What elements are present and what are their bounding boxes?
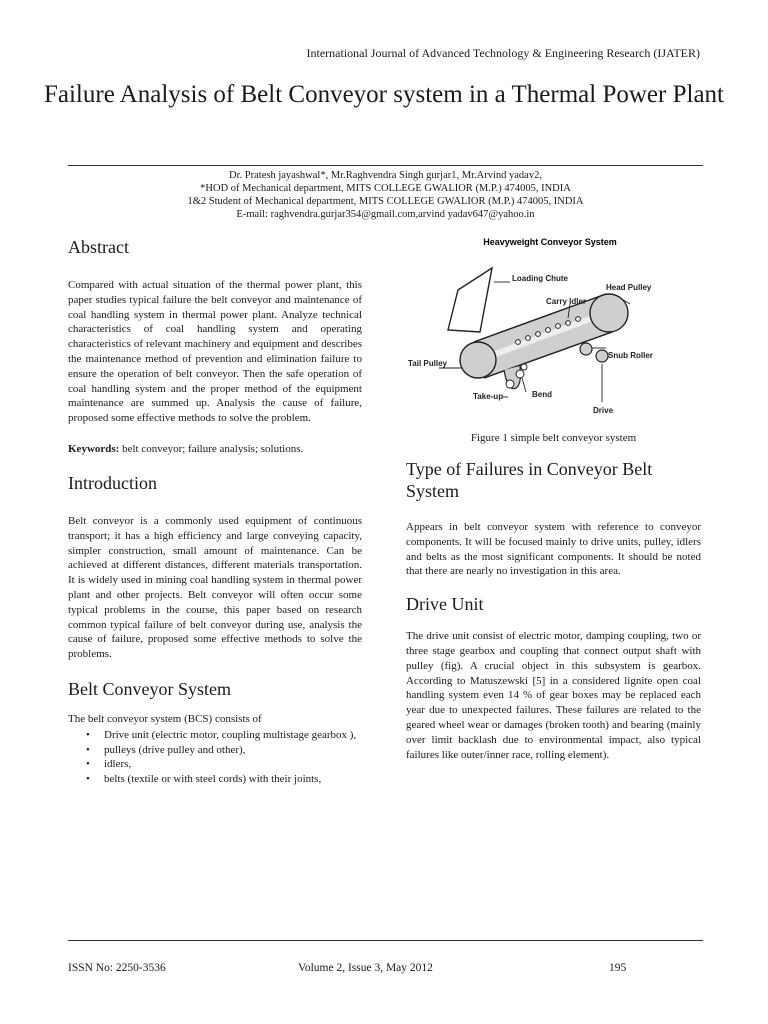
keywords <box>68 442 362 456</box>
label-drive: Drive <box>593 406 614 415</box>
bullet-icon: • <box>86 758 90 771</box>
list-item: • pulleys (drive pulley and other), <box>86 743 246 756</box>
label-loading-chute: Loading Chute <box>512 274 568 283</box>
label-head-pulley: Head Pulley <box>606 283 652 292</box>
figure-title: Heavyweight Conveyor System <box>483 237 617 247</box>
list-item: • idlers, <box>86 758 132 771</box>
label-bend: Bend <box>532 390 552 399</box>
conveyor-diagram <box>406 232 701 428</box>
snub-roller-shape <box>580 343 592 355</box>
abstract-text: Compared with actual situation of the thermal power plant, this paper studies typical failure the belt conveyor and maintenance of coal handling system in thermal power plant. Analyze technical characteristics of coal handling system and operating characteristics of relevant machinery and equipment and describes the maintenance method of prevention and elimination failure to ensure the operation of belt conveyor. Then the safe operation of coal handling system and the proper method of the equipment maintenance are summed up. Analysis the cause of failure, proposed some effective methods to solve the problem. <box>68 279 362 425</box>
failure-types-heading: Type of Failures in Conveyor Belt System <box>406 459 653 501</box>
footer-page-number: 195 <box>609 962 627 974</box>
right-column <box>406 232 701 762</box>
paper-title: Failure Analysis of Belt Conveyor system in a Thermal Power Plant <box>43 81 724 108</box>
abstract-heading: Abstract <box>68 237 129 257</box>
footer-issn: ISSN No: 2250-3536 <box>68 962 166 974</box>
left-column <box>68 236 362 787</box>
keywords-text: belt conveyor; failure analysis; solutions. <box>122 442 304 455</box>
label-snub-roller: Snub Roller <box>608 351 653 360</box>
figure-caption: Figure 1 simple belt conveyor system <box>470 432 637 444</box>
drive-unit-text: The drive unit consist of electric motor, damping coupling, two or three stage gearbox and coupling that connect output shaft with pulley (fig). A crucial object in this subsystem is gearbox. According to Matuszewski [5] in a considered lignite open coal handling system even 14 % of gear boxes may be replaced each year due to unexpected failures. These failures are related to the geared wheel wear or damages (broken tooth) and bearing (mainly over limit backlash due to environmental impact, also typical failures like outer/inner race, rolling element). <box>406 630 701 761</box>
introduction-heading: Introduction <box>68 472 157 493</box>
label-tail-pulley: Tail Pulley <box>408 359 447 368</box>
footer-volume: Volume 2, Issue 3, May 2012 <box>298 962 433 974</box>
list-item: • belts (textile or with steel cords) with their joints, <box>86 773 322 786</box>
author-email: E-mail: raghvendra.gurjar354@gmail.com,arvind yadav647@yahoo.in <box>236 209 535 220</box>
author-affiliation-1: *HOD of Mechanical department, MITS COLLEGE GWALIOR (M.P.) 474005, INDIA <box>200 183 571 194</box>
bcs-list <box>68 728 362 787</box>
bcs-heading: Belt Conveyor System <box>68 678 231 699</box>
label-carry-idler: Carry Idler <box>546 297 587 306</box>
author-block <box>68 169 703 221</box>
loading-chute-shape <box>448 268 492 332</box>
bcs-intro: The belt conveyor system (BCS) consists of <box>68 712 262 725</box>
list-item: • Drive unit (electric motor, coupling multistage gearbox ), <box>86 728 357 741</box>
bullet-icon: • <box>86 743 90 756</box>
author-names: Dr. Pratesh jayashwal*, Mr.Raghvendra Singh gurjar1, Mr.Arvind yadav2, <box>229 170 542 181</box>
tail-pulley-shape <box>460 342 496 378</box>
keywords-label: Keywords: <box>68 442 120 455</box>
drive-shape <box>596 350 608 362</box>
journal-header: International Journal of Advanced Technology & Engineering Research (IJATER) <box>306 46 700 60</box>
top-rule <box>68 165 703 166</box>
bullet-icon: • <box>86 728 90 741</box>
drive-unit-heading: Drive Unit <box>406 594 484 615</box>
bullet-icon: • <box>86 773 90 786</box>
author-affiliation-2: 1&2 Student of Mechanical department, MITS COLLEGE GWALIOR (M.P.) 474005, INDIA <box>187 196 584 207</box>
figure-1 <box>406 232 701 428</box>
failure-types-text: Appears in belt conveyor system with reference to conveyor components. It will be focused mainly to drive units, pulley, idlers and belts as the most significant components. It should be noted that there are nearly no investigation in this area. <box>406 521 701 578</box>
bottom-rule <box>68 940 703 941</box>
introduction-text: Belt conveyor is a commonly used equipment of continuous transport; it has a high efficiency and large conveying capacity, simpler construction, small amount of maintenance. Can be achieved at different distances, different materials transportation. It is widely used in mining coal handling system in thermal power plant and other projects. Belt conveyor will often occur some typical problems in the course, this paper based on research common typical failure of belt conveyor during use, analysis the cause of failure, proposed some effective methods to solve the problems. <box>68 514 362 661</box>
label-take-up: Take-up <box>473 392 504 401</box>
